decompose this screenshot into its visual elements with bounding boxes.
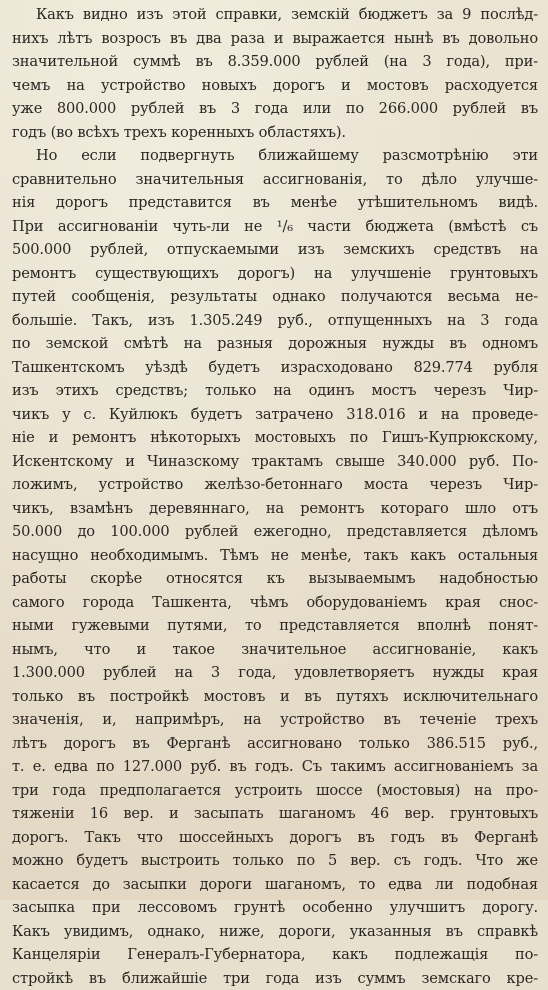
text-line: по земской смѣтѣ на разныя дорожныя нужды въ одномъ xyxy=(12,332,538,356)
text-line: изъ этихъ средствъ; только на одинъ мостъ черезъ Чир- xyxy=(12,379,538,403)
text-line: нымъ, что и такое значительное ассигнованіе, какъ xyxy=(12,638,538,662)
text-line: три года предполагается устроить шоссе (мостовыя) на про- xyxy=(12,779,538,803)
text-line: касается до засыпки дороги шаганомъ, то едва ли подобная xyxy=(12,873,538,897)
text-line: ремонтъ существующихъ дорогъ) на улучшеніе грунтовыхъ xyxy=(12,262,538,286)
text-line: путей сообщенія, результаты однако получаются весьма не- xyxy=(12,285,538,309)
text-line: Искентскому и Чиназскому трактамъ свыше 340.000 руб. По- xyxy=(12,450,538,474)
text-line: Какъ увидимъ, однако, ниже, дороги, указанныя въ справкѣ xyxy=(12,920,538,944)
text-line: т. е. едва по 127.000 руб. въ годъ. Съ такимъ ассигнованіемъ за xyxy=(12,755,538,779)
text-line: уже 800.000 рублей въ 3 года или по 266.000 рублей въ xyxy=(12,97,538,121)
text-line: насущно необходимымъ. Тѣмъ не менѣе, такъ какъ остальныя xyxy=(12,544,538,568)
text-line: тяженіи 16 вер. и засыпать шаганомъ 46 вер. грунтовыхъ xyxy=(12,802,538,826)
text-line: дорогъ. Такъ что шоссейныхъ дорогъ въ годъ въ Ферганѣ xyxy=(12,826,538,850)
text-line: сравнительно значительныя ассигнованія, то дѣло улучше- xyxy=(12,168,538,192)
text-line: стройкѣ въ ближайшіе три года изъ суммъ земскаго кре- xyxy=(12,967,538,990)
page-text-body xyxy=(12,3,538,990)
text-line: только въ постройкѣ мостовъ и въ путяхъ исключительнаго xyxy=(12,685,538,709)
text-line: нихъ лѣтъ возросъ въ два раза и выражается нынѣ въ довольно xyxy=(12,27,538,51)
text-line: 500.000 рублей, отпускаемыми изъ земскихъ средствъ на xyxy=(12,238,538,262)
text-line: работы скорѣе относятся къ вызываемымъ надобностью xyxy=(12,567,538,591)
text-line: Но если подвергнуть ближайшему разсмотрѣнію эти xyxy=(12,144,538,168)
text-line: годъ (во всѣхъ трехъ коренныхъ областяхъ). xyxy=(12,121,538,145)
text-line: лѣтъ дорогъ въ Ферганѣ ассигновано только 386.515 руб., xyxy=(12,732,538,756)
text-line: ніе и ремонтъ нѣкоторыхъ мостовыхъ по Гишъ-Купрюкскому, xyxy=(12,426,538,450)
text-line: ными гужевыми путями, то представляется вполнѣ понят- xyxy=(12,614,538,638)
text-line: ложимъ, устройство желѣзо-бетоннаго моста черезъ Чир- xyxy=(12,473,538,497)
text-line: Ташкентскомъ уѣздѣ будетъ израсходовано 829.774 рубля xyxy=(12,356,538,380)
text-line: чикъ, взамѣнъ деревяннаго, на ремонтъ котораго шло отъ xyxy=(12,497,538,521)
text-line: нія дорогъ представится въ менѣе утѣшительномъ видѣ. xyxy=(12,191,538,215)
text-line: самого города Ташкента, чѣмъ оборудованіемъ края снос- xyxy=(12,591,538,615)
text-line: При ассигнованіи чуть-ли не ¹/₆ части бюджета (вмѣстѣ съ xyxy=(12,215,538,239)
text-line: большіе. Такъ, изъ 1.305.249 руб., отпущенныхъ на 3 года xyxy=(12,309,538,333)
text-line: значительной суммѣ въ 8.359.000 рублей (на 3 года), при- xyxy=(12,50,538,74)
text-line: засыпка при лессовомъ грунтѣ особенно улучшитъ дорогу. xyxy=(12,896,538,920)
text-line: 50.000 до 100.000 рублей ежегодно, представляется дѣломъ xyxy=(12,520,538,544)
text-line: 1.300.000 рублей на 3 года, удовлетворяетъ нужды края xyxy=(12,661,538,685)
text-line: чемъ на устройство новыхъ дорогъ и мостовъ расходуется xyxy=(12,74,538,98)
text-line: значенія, и, напримѣръ, на устройство въ теченіе трехъ xyxy=(12,708,538,732)
text-line: Какъ видно изъ этой справки, земскій бюджетъ за 9 послѣд- xyxy=(12,3,538,27)
text-line: чикъ у с. Куйлюкъ будетъ затрачено 318.016 и на проведе- xyxy=(12,403,538,427)
text-line: Канцеляріи Генералъ-Губернатора, какъ подлежащія по- xyxy=(12,943,538,967)
text-line: можно будетъ выстроить только по 5 вер. съ годъ. Что же xyxy=(12,849,538,873)
